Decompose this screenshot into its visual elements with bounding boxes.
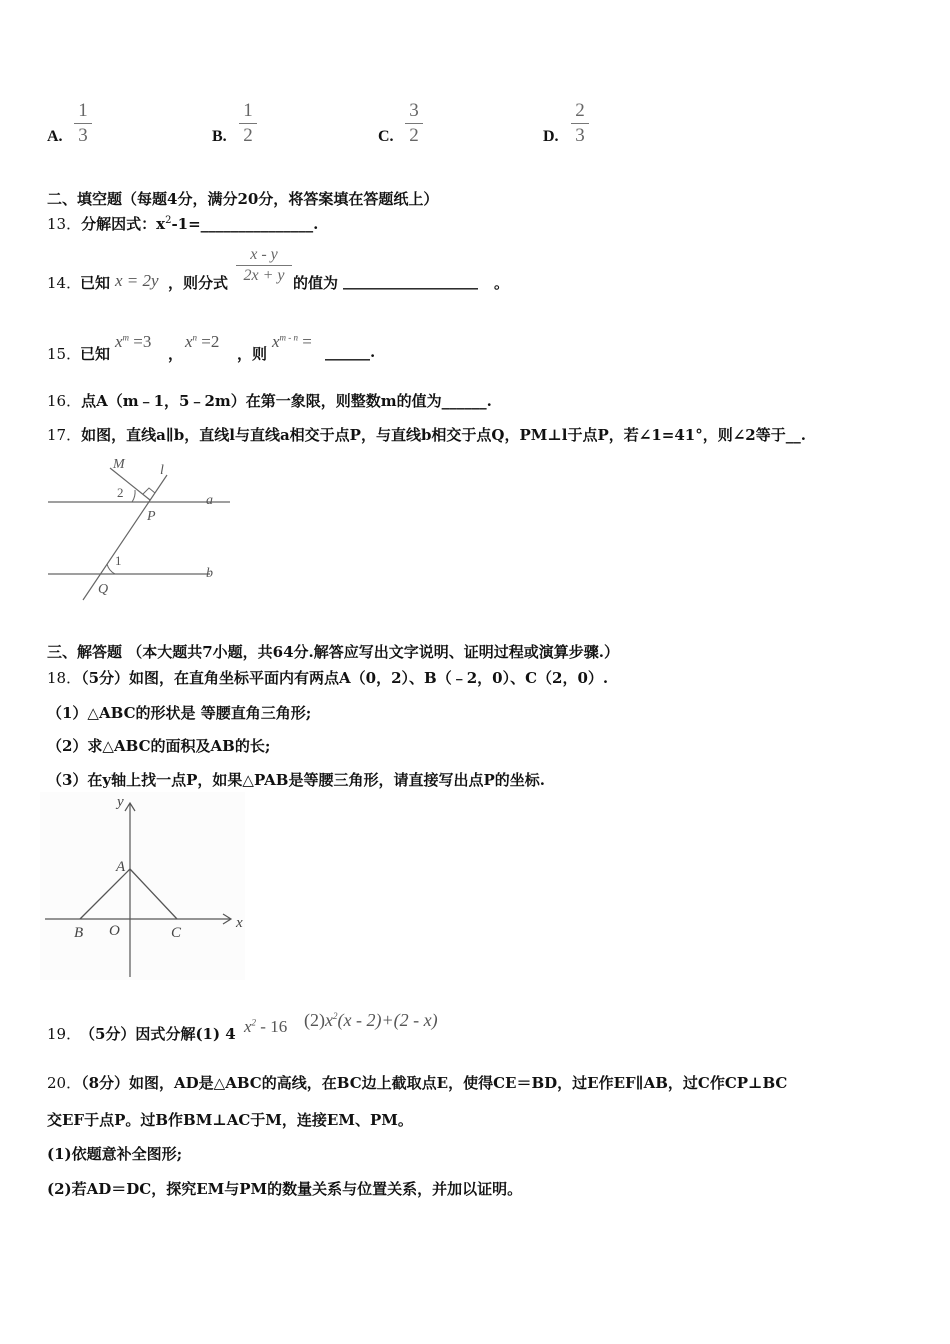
question-number: 13． [47,215,82,233]
line-pm [110,468,150,500]
expr-rest: = [298,332,312,351]
expr-base: x [244,1017,252,1036]
question-16 [47,390,492,411]
fraction [74,100,92,147]
numerator: 2 [575,100,585,121]
label-a: a [206,493,213,508]
question-number: 18． [47,669,82,687]
fraction [405,100,423,147]
separator: ， [168,345,184,363]
expr-part: (2) [304,1010,325,1030]
denominator: 3 [575,125,585,146]
expression [115,332,151,352]
question-text: 已知 [80,274,111,292]
question-text: 点A（m﹣1，5﹣2m）在第一象限，则整数m的值为______. [81,392,492,410]
question-number: 19． [47,1025,82,1043]
fraction [239,100,257,147]
numerator: 1 [78,100,88,121]
label-B: B [74,925,84,941]
denominator: 2x + y [243,267,285,284]
question-number: 15． [47,345,82,363]
expr-base: x [272,332,280,351]
label-C: C [171,925,182,941]
question-text: （8分）如图，AD是△ABC的高线，在BC边上截取点E，使得CE＝BD，过E作EF∥AB，过C作CP⊥BC [81,1074,788,1092]
expr-sup: 2 [333,1011,338,1021]
option-label: B. [212,128,227,145]
right-angle-mark [143,488,155,494]
question-text: （5分）如图，在直角坐标平面内有两点A（0，2）、B（﹣2，0）、C（2，0）. [81,669,609,687]
question-17 [47,424,806,445]
expr-rest: -1= [171,215,201,233]
expr-sup: 2 [251,1017,257,1028]
question-text: （5分）因式分解(1) 4 [80,1025,236,1043]
sub-question-2: (2)若AD＝DC，探究EM与PM的数量关系与位置关系，并加以证明。 [47,1180,523,1198]
label-angle-1: 1 [115,553,122,568]
fraction [236,246,292,285]
sub-question-1: （1）△ABC的形状是 等腰直角三角形; [47,704,312,722]
answer-blank: _______________. [200,215,319,233]
figure-background [40,792,245,980]
option-label: D. [543,128,559,145]
question-text: ，则分式 [168,274,229,292]
question-text: 如图，直线a∥b，直线l与直线a相交于点P，与直线b相交于点Q，PM⊥l于点P，若∠1=41°，则∠2等于__. [81,426,806,444]
expression [304,1010,438,1031]
answer-blank: __________________ [343,272,478,290]
angle-2-arc [132,490,135,502]
question-number: 20． [47,1074,82,1092]
label-P: P [147,509,156,524]
question-number: 14． [47,274,82,292]
section-title: 三、解答题 （本大题共7小题，共64分.解答应写出文字说明、证明过程或演算步骤.） [47,643,619,661]
numerator: 3 [409,100,419,121]
sub-question-3: （3）在y轴上找一点P，如果△PAB是等腰三角形，请直接写出点P的坐标. [47,771,545,789]
expression [185,332,219,352]
option-label: A. [47,128,63,145]
question-text: 的值为 [293,274,339,292]
numerator: x - y [250,246,278,263]
parallel-lines-figure [40,452,230,607]
expr-sup: n [192,332,198,343]
denominator: 2 [409,125,419,146]
sub-question-2: （2）求△ABC的面积及AB的长; [47,737,271,755]
label-angle-2: 2 [117,485,124,500]
question-number: 16． [47,392,82,410]
question-20 [47,1072,787,1093]
question-text: 分解因式： [81,215,157,233]
answer-blank: ______. [325,343,376,361]
section-title: 二、填空题（每题4分，满分20分，将答案填在答题纸上） [47,190,439,208]
question-text: ，则 [237,345,268,363]
period: 。 [494,274,510,292]
label-O: O [109,923,120,939]
sub-question-1: (1)依题意补全图形; [47,1145,183,1163]
line-l [83,475,167,600]
expr-base: x [325,1010,333,1030]
label-Q: Q [98,582,109,597]
expr-rest: =3 [129,332,152,351]
condition: x = 2y [115,271,159,290]
expr-rest: =2 [197,332,220,351]
fraction [571,100,589,147]
label-x: x [236,915,243,931]
expr-base: x [185,332,193,351]
label-M: M [113,457,125,472]
question-text: 已知 [80,345,111,363]
expr-sup: 2 [165,215,172,226]
angle-1-arc [107,564,115,574]
coordinate-figure [40,792,250,982]
question-13 [47,213,318,234]
expr-sup: m - n [279,332,299,343]
label-y: y [117,794,124,810]
expression [244,1017,287,1037]
label-A: A [116,859,126,875]
expr-sup: m [122,332,130,343]
expr-base: x [156,215,166,233]
expr-rest: - 16 [256,1017,288,1036]
denominator: 2 [243,125,253,146]
option-label: C. [378,128,394,145]
question-text-continued: 交EF于点P。过B作BM⊥AC于M，连接EM、PM。 [47,1111,413,1129]
label-b: b [206,566,213,581]
expr-rest: (x - 2)+(2 - x) [337,1010,438,1030]
label-l: l [160,463,164,478]
expression [272,332,312,352]
question-18 [47,667,608,688]
numerator: 1 [243,100,253,121]
denominator: 3 [78,125,88,146]
question-number: 17． [47,426,82,444]
expr-base: x [115,332,123,351]
